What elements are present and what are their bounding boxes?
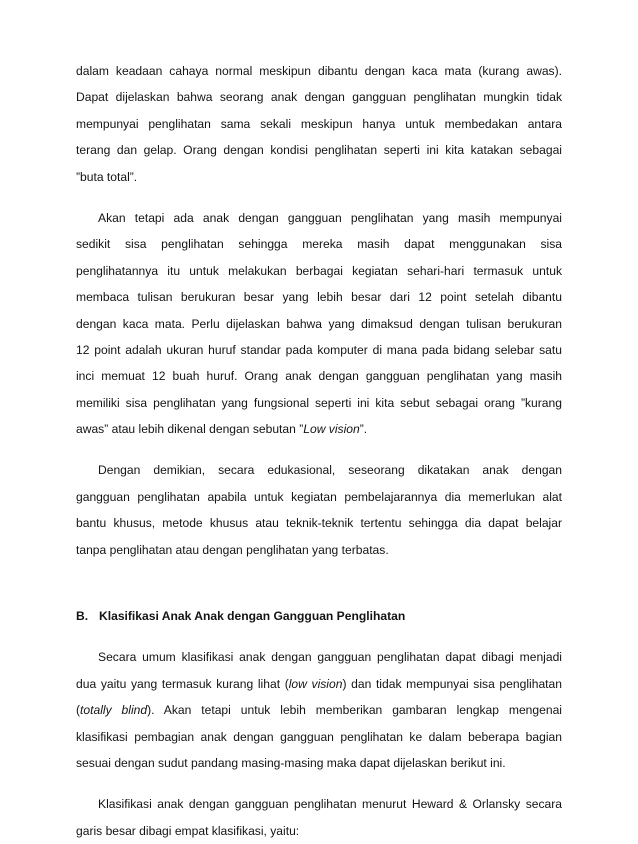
text-run: ). Akan tetapi untuk lebih memberikan gambaran lengkap mengenai bbox=[147, 703, 562, 718]
text-line: gangguan penglihatan apabila untuk kegiatan pembelajarannya dia memerlukan alat bbox=[76, 489, 562, 504]
text-line: sesuai dengan sudut pandang masing-masing maka dapat dijelaskan berikut ini. bbox=[76, 755, 506, 770]
section-heading bbox=[76, 603, 562, 629]
text-line: Dapat dijelaskan bahwa seorang anak dengan gangguan penglihatan mungkin tidak bbox=[76, 90, 562, 105]
text-line: membaca tulisan berukuran besar yang lebih besar dari 12 point setelah dibantu bbox=[76, 290, 562, 305]
text-line: dalam keadaan cahaya normal meskipun dibantu dengan kaca mata (kurang awas). bbox=[76, 64, 562, 78]
paragraph-2 bbox=[76, 205, 562, 443]
text-line bbox=[76, 416, 562, 442]
text-line: dengan kaca mata. Perlu dijelaskan bahwa yang dimaksud dengan tulisan berukuran bbox=[76, 316, 562, 331]
paragraph-4 bbox=[76, 644, 562, 776]
text-line: Klasifikasi anak dengan gangguan penglihatan menurut Heward & Orlansky secara bbox=[98, 797, 562, 812]
text-line: penglihatannya itu untuk melakukan berbagai kegiatan sehari-hari termasuk untuk bbox=[76, 263, 562, 278]
text-line: Dengan demikian, secara edukasional, seseorang dikatakan anak dengan bbox=[98, 463, 562, 478]
text-line bbox=[76, 671, 562, 697]
section-letter: B. bbox=[76, 609, 89, 624]
text-line: memiliki sisa penglihatan yang fungsional seperti ini kita sebut sebagai orang ”kurang bbox=[76, 395, 562, 410]
text-line: garis besar dibagi empat klasifikasi, yaitu: bbox=[76, 823, 300, 838]
italic-term: Low vision bbox=[303, 422, 360, 437]
italic-term: totally blind bbox=[80, 703, 148, 718]
text-line: Akan tetapi ada anak dengan gangguan penglihatan yang masih mempunyai bbox=[98, 210, 562, 225]
text-line: 12 point adalah ukuran huruf standar pada komputer di mana pada bidang selebar satu bbox=[76, 342, 562, 357]
text-line: terang dan gelap. Orang dengan kondisi penglihatan seperti ini kita katakan sebagai bbox=[76, 143, 562, 158]
text-line: inci memuat 12 buah huruf. Orang anak dengan gangguan penglihatan yang masih bbox=[76, 369, 562, 384]
text-line: sedikit sisa penglihatan sehingga mereka masih dapat menggunakan sisa bbox=[76, 237, 562, 252]
italic-term: low vision bbox=[288, 676, 343, 691]
text-line: mempunyai penglihatan sama sekali meskipun hanya untuk membedakan antara bbox=[76, 116, 562, 131]
paragraph-1 bbox=[76, 58, 562, 190]
paragraph-3 bbox=[76, 457, 562, 563]
text-run: ”. bbox=[359, 422, 368, 437]
text-line: ”buta total”. bbox=[76, 169, 138, 184]
document-page bbox=[76, 58, 562, 844]
paragraph-5 bbox=[76, 791, 562, 844]
text-line bbox=[76, 697, 562, 723]
text-line: bantu khusus, metode khusus atau teknik-teknik tertentu sehingga dia dapat belajar bbox=[76, 516, 562, 531]
text-run: ( bbox=[76, 703, 81, 718]
text-run: dua yaitu yang termasuk kurang lihat ( bbox=[76, 676, 289, 691]
text-line: tanpa penglihatan atau dengan penglihatan yang terbatas. bbox=[76, 542, 389, 557]
text-line: Secara umum klasifikasi anak dengan gangguan penglihatan dapat dibagi menjadi bbox=[98, 650, 562, 665]
text-line: klasifikasi pembagian anak dengan gangguan penglihatan ke dalam beberapa bagian bbox=[76, 729, 562, 744]
section-title: Klasifikasi Anak Anak dengan Gangguan Penglihatan bbox=[99, 609, 406, 624]
text-run: ) dan tidak mempunyai sisa penglihatan bbox=[342, 676, 562, 691]
text-run: awas” atau lebih dikenal dengan sebutan ” bbox=[76, 422, 304, 437]
